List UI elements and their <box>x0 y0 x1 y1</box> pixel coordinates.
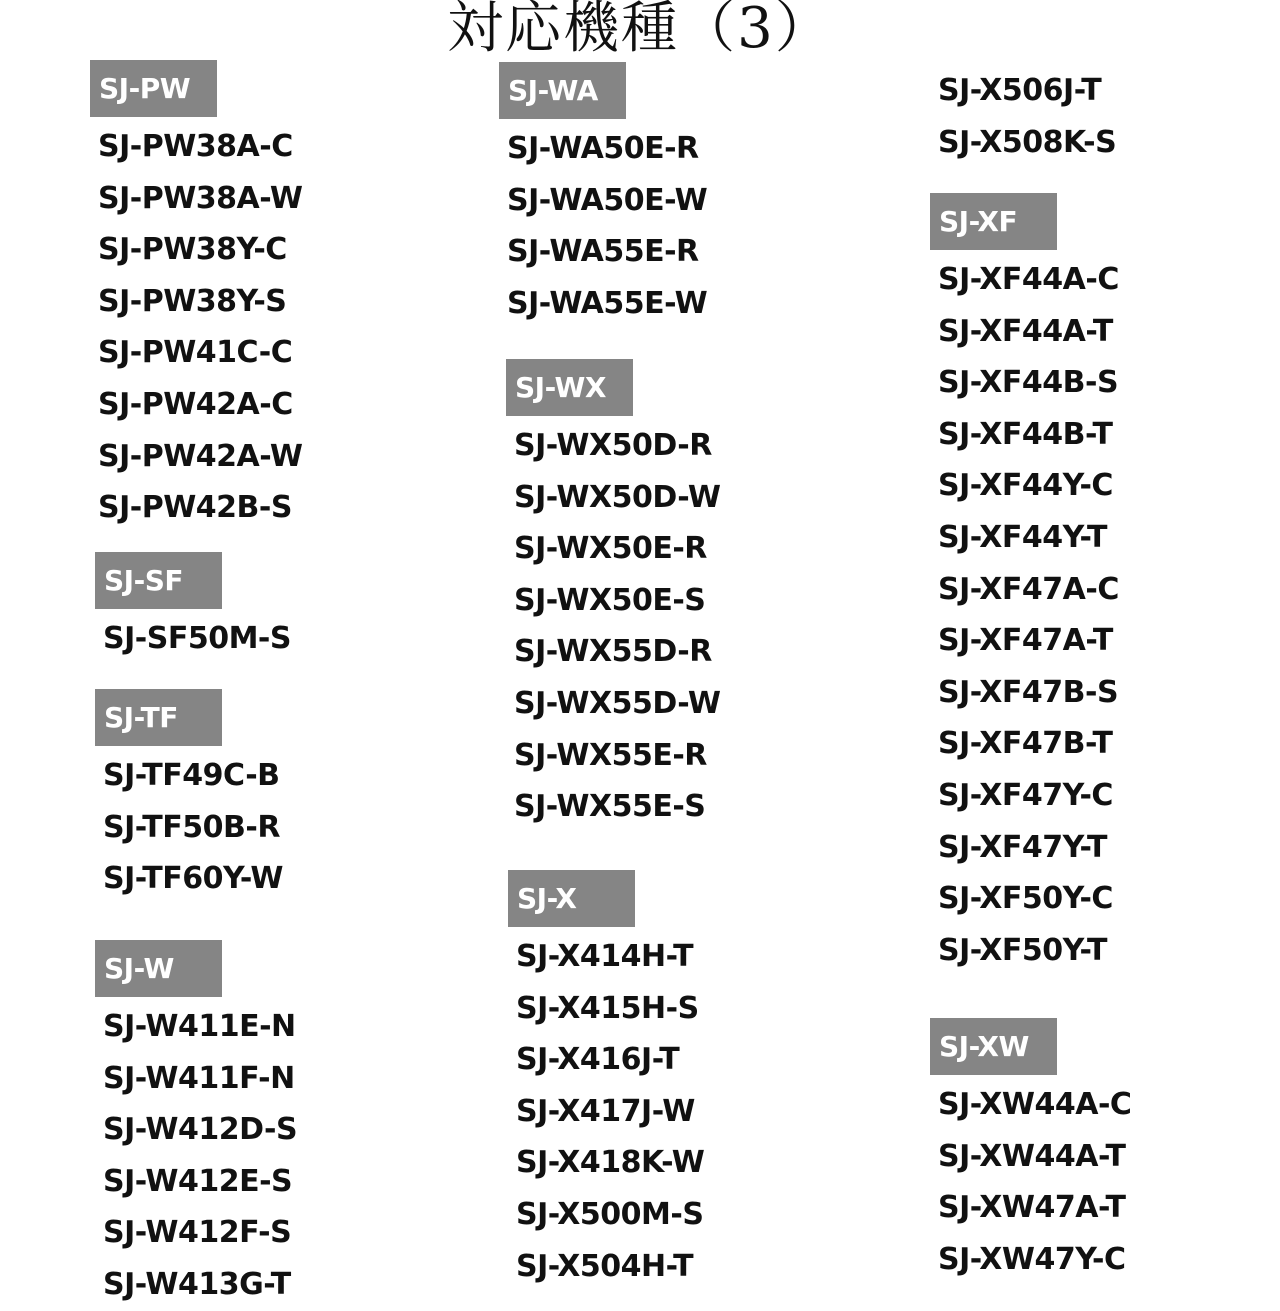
model-item: SJ-TF50B-R <box>103 809 280 845</box>
model-item: SJ-W411F-N <box>103 1060 295 1096</box>
model-item: SJ-XF47B-T <box>938 726 1113 762</box>
model-item: SJ-WA55E-R <box>507 234 699 270</box>
group-sj-wx <box>506 359 721 833</box>
model-item: SJ-PW38A-C <box>98 129 293 164</box>
model-list-sj-w <box>95 1001 297 1311</box>
model-list-sj-x <box>508 931 704 1292</box>
model-item: SJ-TF60Y-W <box>103 861 284 897</box>
model-item: SJ-XF44Y-C <box>938 468 1113 504</box>
model-item: SJ-W412E-S <box>103 1163 293 1199</box>
model-item: SJ-PW42A-W <box>98 438 303 474</box>
model-list-sj-x-continued <box>930 65 1116 168</box>
model-item: SJ-WA55E-W <box>507 285 708 321</box>
model-item: SJ-X416J-T <box>516 1042 680 1078</box>
group-sj-sf <box>95 552 291 665</box>
model-item: SJ-XW47Y-C <box>938 1241 1126 1277</box>
model-item: SJ-XF44B-S <box>938 365 1119 401</box>
model-item: SJ-W413G-T <box>103 1266 291 1302</box>
model-list-sj-sf <box>95 613 291 665</box>
model-item: SJ-X504H-T <box>516 1248 694 1284</box>
model-item: SJ-WX55D-R <box>514 634 712 670</box>
group-badge-sj-wx: SJ-WX <box>506 359 633 416</box>
model-item: SJ-WX55E-R <box>514 737 707 773</box>
model-item: SJ-XF44A-T <box>938 313 1113 349</box>
group-sj-x-continued <box>930 65 1116 168</box>
model-item: SJ-XF44Y-T <box>938 519 1107 555</box>
model-item: SJ-XF44A-C <box>938 262 1119 297</box>
model-item: SJ-PW42B-S <box>98 490 292 526</box>
model-list-sj-xf <box>930 254 1119 976</box>
model-item: SJ-W412F-S <box>103 1215 292 1251</box>
model-list-sj-xw <box>930 1079 1131 1285</box>
model-item: SJ-X500M-S <box>516 1196 704 1232</box>
group-sj-wa <box>499 62 707 329</box>
model-list-sj-tf <box>95 750 283 905</box>
model-item: SJ-XF47B-S <box>938 674 1119 710</box>
model-item: SJ-XF47A-T <box>938 623 1113 659</box>
model-list-sj-wa <box>499 123 707 329</box>
group-sj-pw <box>90 60 302 534</box>
group-sj-w <box>95 940 297 1311</box>
model-item: SJ-XF50Y-C <box>938 881 1113 917</box>
page-title: 対応機種（3） <box>447 0 833 61</box>
model-item: SJ-X506J-T <box>938 73 1102 108</box>
model-list-sj-wx <box>506 420 721 833</box>
model-item: SJ-WA50E-W <box>507 182 708 218</box>
model-item: SJ-PW38Y-S <box>98 283 287 319</box>
group-sj-x <box>508 870 704 1292</box>
model-item: SJ-X418K-W <box>516 1145 705 1181</box>
model-list-sj-pw <box>90 121 302 534</box>
model-item: SJ-X415H-S <box>516 990 699 1026</box>
model-item: SJ-WX50D-R <box>514 428 712 463</box>
model-item: SJ-WX55D-W <box>514 685 721 721</box>
group-badge-sj-pw: SJ-PW <box>90 60 217 117</box>
model-item: SJ-PW42A-C <box>98 386 293 422</box>
model-item: SJ-XF47Y-C <box>938 777 1113 813</box>
model-item: SJ-WX50D-W <box>514 479 721 515</box>
group-sj-xf <box>930 193 1119 976</box>
model-item: SJ-XW44A-C <box>938 1087 1132 1122</box>
group-badge-sj-tf: SJ-TF <box>95 689 222 746</box>
group-badge-sj-x: SJ-X <box>508 870 635 927</box>
model-item: SJ-XW44A-T <box>938 1138 1126 1174</box>
model-item: SJ-W411E-N <box>103 1009 296 1044</box>
model-item: SJ-WX50E-S <box>514 582 706 618</box>
model-item: SJ-XF50Y-T <box>938 932 1107 968</box>
group-sj-xw <box>930 1018 1131 1285</box>
model-item: SJ-W412D-S <box>103 1112 298 1148</box>
model-item: SJ-WX50E-R <box>514 531 707 567</box>
model-item: SJ-WA50E-R <box>507 131 699 166</box>
group-badge-sj-xf: SJ-XF <box>930 193 1057 250</box>
group-badge-sj-w: SJ-W <box>95 940 222 997</box>
model-item: SJ-PW38Y-C <box>98 232 287 268</box>
group-badge-sj-sf: SJ-SF <box>95 552 222 609</box>
model-item: SJ-WX55E-S <box>514 789 706 825</box>
group-sj-tf <box>95 689 283 905</box>
group-badge-sj-xw: SJ-XW <box>930 1018 1057 1075</box>
model-item: SJ-X414H-T <box>516 939 694 974</box>
model-item: SJ-TF49C-B <box>103 758 280 793</box>
model-item: SJ-X508K-S <box>938 124 1117 160</box>
group-badge-sj-wa: SJ-WA <box>499 62 626 119</box>
model-item: SJ-PW38A-W <box>98 180 303 216</box>
model-item: SJ-XF44B-T <box>938 416 1113 452</box>
model-item: SJ-XW47A-T <box>938 1190 1126 1226</box>
model-item: SJ-XF47Y-T <box>938 829 1107 865</box>
model-item: SJ-SF50M-S <box>103 621 291 656</box>
model-item: SJ-XF47A-C <box>938 571 1119 607</box>
model-item: SJ-PW41C-C <box>98 335 293 371</box>
model-item: SJ-X417J-W <box>516 1093 695 1129</box>
